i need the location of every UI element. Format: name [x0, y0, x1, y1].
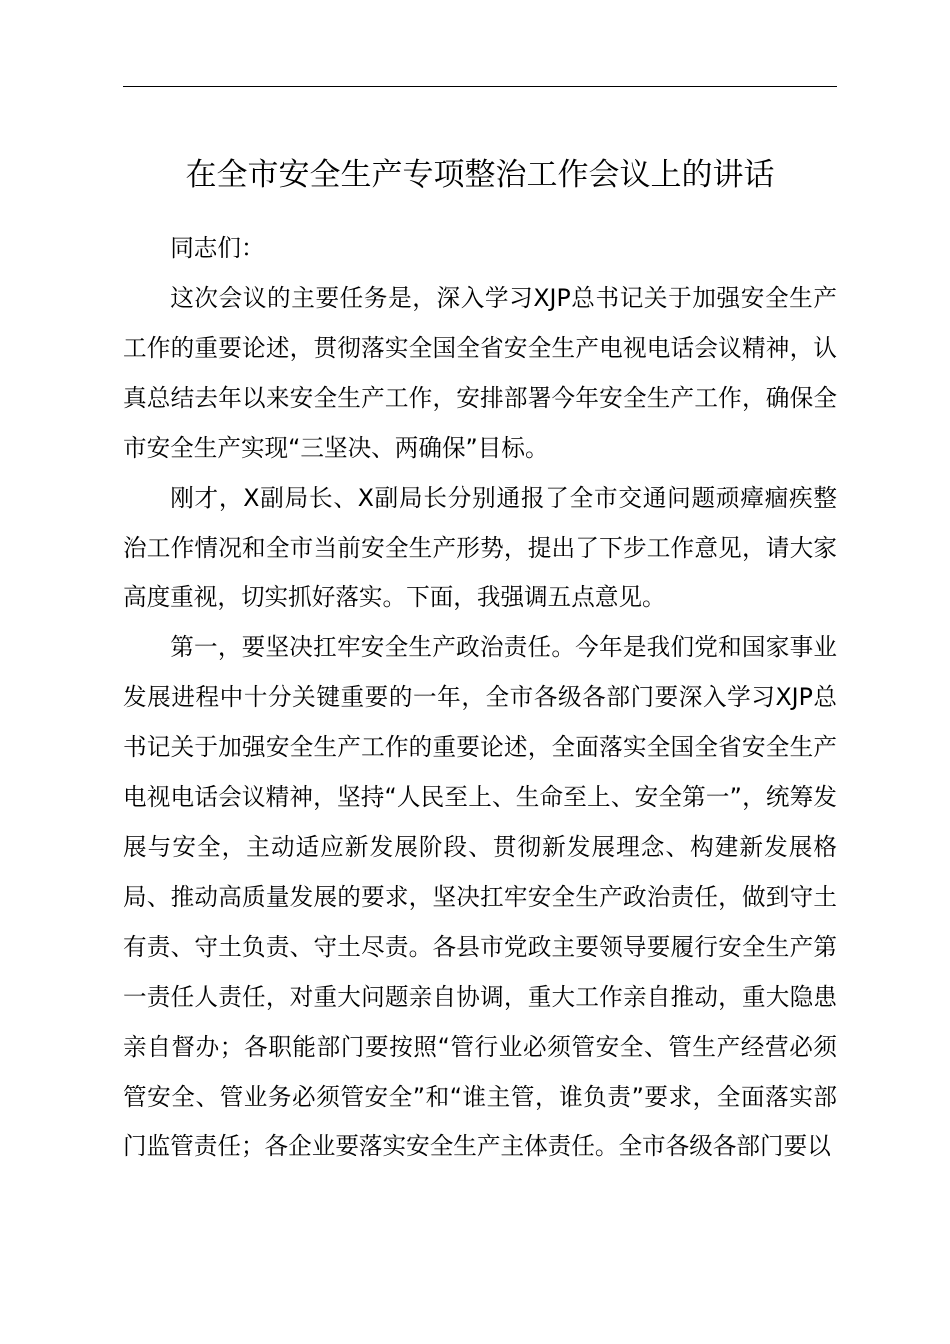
salutation: 同志们： [170, 234, 265, 262]
paragraph-briefing-summary: 刚才，X副局长、X副局长分别通报了全市交通问题顽瘴痼疾整治工作情况和全市当前安全生产形势，提出了下步工作意见，请大家高度重视，切实抓好落实。下面，我强调五点意见。 [123, 483, 837, 612]
paragraph-first-point: 第一，要坚决扛牢安全生产政治责任。今年是我们党和国家事业发展进程中十分关键重要的一年，全市各级各部门要深入学习XJP总书记关于加强安全生产工作的重要论述，全面落实全国全省安全生产电视电话会议精神，坚持“人民至上、生命至上、安全第一”，统筹发展与安全，主动适应新发展阶段、贯彻新发展理念、构建新发展格局、推动高质量发展的要求，坚决扛牢安全生产政治责任，做到守土有责、守土负责、守土尽责。各县市党政主要领导要履行安全生产第一责任人责任，对重大问题亲自协调，重大工作亲自推动，重大隐患亲自督办；各职能部门要按照“管行业必须管安全、管生产经营必须管安全、管业务必须管安全”和“谁主管，谁负责”要求，全面落实部门监管责任；各企业要落实安全生产主体责任。全市各级各部门要以 [123, 633, 837, 1161]
document-body [123, 223, 837, 1172]
paragraph-meeting-tasks: 这次会议的主要任务是，深入学习XJP总书记关于加强安全生产工作的重要论述，贯彻落实全国全省安全生产电视电话会议精神，认真总结去年以来安全生产工作，安排部署今年安全生产工作，确保全市安全生产实现“三坚决、两确保”目标。 [123, 284, 837, 462]
header-rule [123, 86, 837, 87]
document-title: 在全市安全生产专项整治工作会议上的讲话 [185, 157, 775, 193]
